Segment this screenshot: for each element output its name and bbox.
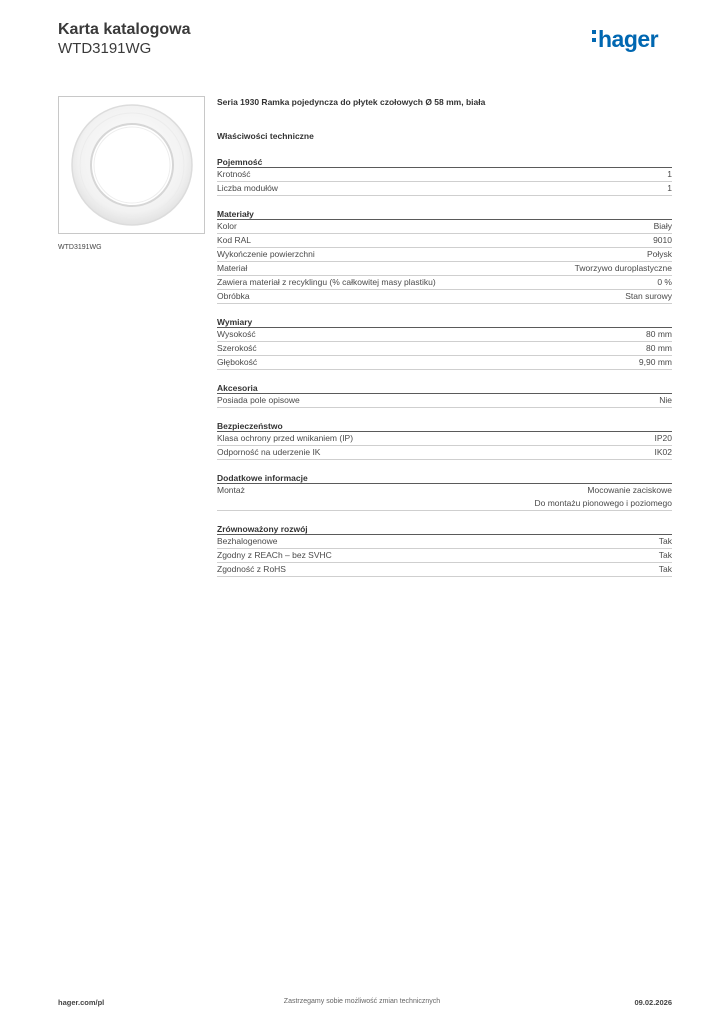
hager-logo[interactable] (592, 28, 658, 51)
spec-label: Krotność (217, 169, 251, 179)
spec-value-line: Tworzywo duroplastyczne (574, 263, 672, 273)
spec-row (217, 563, 672, 577)
spec-row (217, 262, 672, 276)
spec-value-line: Mocowanie zaciskowe (587, 485, 672, 495)
spec-value (659, 394, 672, 407)
spec-row (217, 182, 672, 196)
spec-row (217, 446, 672, 460)
spec-row (217, 220, 672, 234)
logo-text: hager (598, 26, 659, 52)
spec-value (639, 356, 672, 369)
spec-label: Montaż (217, 485, 245, 495)
spec-row (217, 484, 672, 511)
group-title: Pojemność (217, 156, 672, 168)
spec-value-line: Tak (658, 564, 672, 574)
spec-label: Głębokość (217, 357, 258, 367)
spec-label: Obróbka (217, 291, 250, 301)
spec-value (655, 432, 673, 445)
spec-value-line: Tak (658, 536, 672, 546)
spec-value (653, 234, 672, 247)
frame-ring-icon (59, 97, 204, 233)
spec-label: Posiada pole opisowe (217, 395, 300, 405)
spec-label: Klasa ochrony przed wnikaniem (IP) (217, 433, 354, 443)
spec-value-line: Biały (653, 221, 672, 231)
spec-value (659, 535, 672, 548)
spec-value-line: Tak (658, 550, 672, 560)
spec-row (217, 168, 672, 182)
spec-value-line: 1 (667, 183, 672, 193)
spec-value (534, 484, 672, 510)
spec-value (625, 290, 672, 303)
spec-group (217, 208, 672, 304)
spec-value-line: 80 mm (646, 343, 672, 353)
spec-label: Odporność na uderzenie IK (217, 447, 321, 457)
spec-group (217, 382, 672, 408)
spec-group (217, 316, 672, 370)
group-title: Dodatkowe informacje (217, 472, 672, 484)
spec-value (659, 563, 672, 576)
spec-row (217, 432, 672, 446)
spec-value-line: IP20 (654, 433, 672, 443)
spec-value (646, 328, 672, 341)
spec-label: Wysokość (217, 329, 256, 339)
group-title: Bezpieczeństwo (217, 420, 672, 432)
spec-label: Materiał (217, 263, 248, 273)
spec-row (217, 394, 672, 408)
spec-value-line: Do montażu pionowego i poziomego (534, 498, 672, 508)
spec-row (217, 328, 672, 342)
spec-label: Wykończenie powierzchni (217, 249, 315, 259)
spec-group (217, 472, 672, 511)
spec-label: Zgodność z RoHS (217, 564, 286, 574)
spec-value (575, 262, 672, 275)
spec-label: Liczba modułów (217, 183, 278, 193)
spec-row (217, 549, 672, 563)
group-title: Zrównoważony rozwój (217, 523, 672, 535)
spec-label: Zawiera materiał z recyklingu (% całkowitej masy plastiku) (217, 277, 436, 287)
product-code: WTD3191WG (58, 40, 152, 57)
group-title: Akcesoria (217, 382, 672, 394)
spec-group (217, 420, 672, 460)
group-title: Wymiary (217, 316, 672, 328)
spec-value-line: Połysk (646, 249, 672, 259)
spec-row (217, 342, 672, 356)
spec-label: Bezhalogenowe (217, 536, 278, 546)
product-image (58, 96, 205, 234)
spec-row (217, 276, 672, 290)
spec-group (217, 523, 672, 577)
spec-value-line: 80 mm (646, 329, 672, 339)
spec-value-line: 9,90 mm (638, 357, 672, 367)
footer-disclaimer: Zastrzegamy sobie możliwość zmian technicznych (283, 998, 441, 1005)
spec-value-line: 1 (667, 169, 672, 179)
spec-label: Szerokość (217, 343, 257, 353)
spec-value-line: IK02 (654, 447, 672, 457)
product-title: Seria 1930 Ramka pojedyncza do płytek czołowych Ø 58 mm, biała (217, 97, 486, 107)
spec-value (667, 182, 672, 195)
spec-value-line: Nie (659, 395, 672, 405)
spec-row (217, 234, 672, 248)
spec-value-line: 9010 (653, 235, 672, 245)
spec-value-line: Stan surowy (625, 291, 672, 301)
spec-row (217, 535, 672, 549)
section-heading: Właściwości techniczne (217, 131, 314, 141)
spec-value (647, 248, 672, 261)
spec-value (646, 342, 672, 355)
spec-content (217, 96, 672, 577)
spec-value (667, 168, 672, 181)
footer-website[interactable]: hager.com/pl (58, 998, 105, 1007)
spec-groups (217, 156, 672, 577)
spec-value (657, 276, 672, 289)
footer-date: 09.02.2026 (634, 998, 672, 1007)
spec-row (217, 356, 672, 370)
spec-group (217, 156, 672, 196)
page-title: Karta katalogowa (58, 21, 191, 38)
spec-label: Kod RAL (217, 235, 252, 245)
image-caption: WTD3191WG (58, 244, 102, 251)
group-title: Materiały (217, 208, 672, 220)
logo-colon-icon (592, 30, 597, 46)
spec-row (217, 248, 672, 262)
spec-value (655, 446, 673, 459)
spec-row (217, 290, 672, 304)
spec-label: Kolor (217, 221, 237, 231)
spec-value (659, 549, 672, 562)
spec-value (654, 220, 672, 233)
spec-value-line: 0 % (657, 277, 672, 287)
spec-label: Zgodny z REACh – bez SVHC (217, 550, 332, 560)
